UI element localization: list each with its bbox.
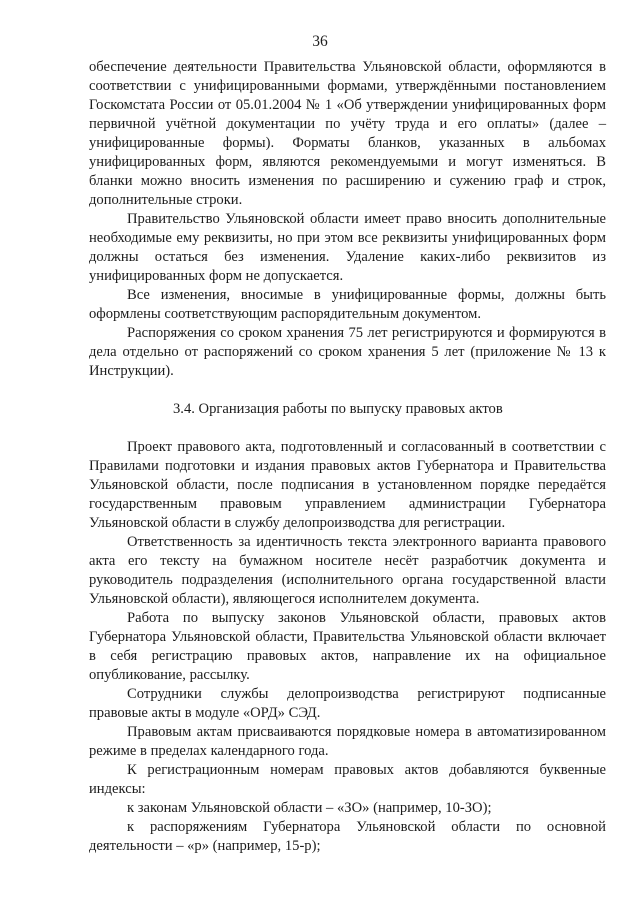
document-body (89, 58, 606, 856)
section-heading: 3.4. Организация работы по выпуску правовых актов (173, 401, 503, 417)
paragraph: Правительство Ульяновской области имеет право вносить дополнительные необходимые ему реквизиты, но при этом все реквизиты унифицированных форм должны остаться без изменения. Удаление каких-либо реквизитов из унифицированных форм не допускается. (89, 211, 606, 284)
paragraph: Ответственность за идентичность текста электронного варианта правового акта его тексту на бумажном носителе несёт разработчик документа и руководитель подразделения (исполнительного органа государственной власти Ульяновской области), являющегося исполнителем документа. (89, 534, 606, 607)
paragraph: К регистрационным номерам правовых актов добавляются буквенные индексы: (89, 762, 606, 797)
paragraph: Сотрудники службы делопроизводства регистрируют подписанные правовые акты в модуле «ОРД» СЭД. (89, 686, 606, 721)
paragraph: Работа по выпуску законов Ульяновской области, правовых актов Губернатора Ульяновской области, Правительства Ульяновской области включает в себя регистрацию правовых актов, направление их на официальное опубликование, рассылку. (89, 610, 606, 683)
list-item: к законам Ульяновской области – «ЗО» (например, 10-ЗО); (127, 800, 492, 816)
paragraph: Проект правового акта, подготовленный и согласованный в соответствии с Правилами подготовки и издания правовых актов Губернатора и Правительства Ульяновской области, после подписания в установленном порядке передаётся государственным правовым управлением администрации Губернатора Ульяновской области в службу делопроизводства для регистрации. (89, 439, 606, 531)
paragraph: обеспечение деятельности Правительства Ульяновской области, оформляются в соответствии с унифицированными формами, утверждёнными постановлением Госкомстата России от 05.01.2004 № 1 «Об утверждении унифицированных форм первичной учётной документации по учёту труда и его оплаты» (далее – унифицированные формы). Форматы бланков, указанных в альбомах унифицированных форм, являются рекомендуемыми и могут изменяться. В бланки можно вносить изменения по расширению и сужению граф и строк, дополнительные строки. (89, 59, 606, 208)
paragraph: Распоряжения со сроком хранения 75 лет регистрируются и формируются в дела отдельно от распоряжений со сроком хранения 5 лет (приложение № 13 к Инструкции). (89, 325, 606, 379)
page-number: 36 (312, 33, 328, 50)
paragraph: Правовым актам присваиваются порядковые номера в автоматизированном режиме в пределах календарного года. (89, 724, 606, 759)
paragraph: Все изменения, вносимые в унифицированные формы, должны быть оформлены соответствующим распорядительным документом. (89, 287, 606, 322)
list-item: к распоряжениям Губернатора Ульяновской области по основной деятельности – «р» (например, 15-р); (89, 819, 606, 854)
